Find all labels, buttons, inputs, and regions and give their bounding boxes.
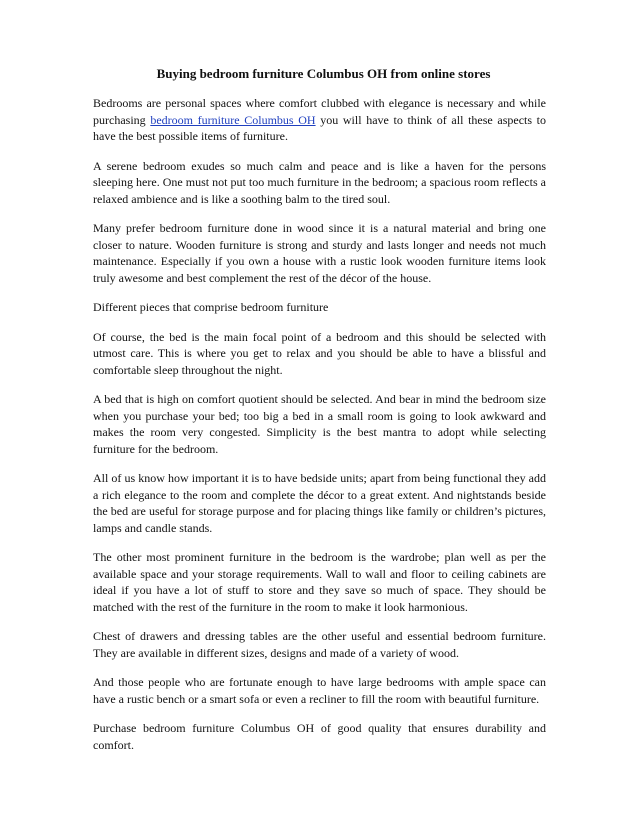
paragraph-large-bedrooms: And those people who are fortunate enough to have large bedrooms with ample space can have a rustic bench or a smart sofa or even a recliner to fill the room with beautiful furniture. [93, 675, 546, 706]
paragraph-bedside-units: All of us know how important it is to have bedside units; apart from being functional they add a rich elegance to the room and complete the décor to a great extent. And nightstands beside the bed are useful for storage purpose and for placing things like family or children’s pictures, lamps and candle stands. [93, 471, 546, 535]
section-heading-pieces: Different pieces that comprise bedroom furniture [93, 300, 329, 314]
document-title: Buying bedroom furniture Columbus OH from online stores [156, 66, 491, 81]
paragraph-wood-furniture: Many prefer bedroom furniture done in wood since it is a natural material and bring one closer to nature. Wooden furniture is strong and sturdy and lasts longer and needs not much maintenance. Especially if you own a house with a rustic look wooden furniture items look truly awesome and best complement the rest of the décor of the house. [93, 221, 546, 285]
intro-text-after-link: you will have to think of all these aspects to have the best possible items of furniture. [93, 112, 547, 143]
intro-paragraph [93, 95, 546, 145]
paragraph-chest-of-drawers: Chest of drawers and dressing tables are the other useful and essential bedroom furniture. They are available in different sizes, designs and made of a variety of wood. [93, 629, 546, 660]
intro-text-before-link: Bedrooms are personal spaces where comfort clubbed with elegance is necessary and while purchasing [93, 96, 546, 127]
paragraph-serene-bedroom: A serene bedroom exudes so much calm and peace and is like a haven for the persons sleeping here. One must not put too much furniture in the bedroom; a spacious room reflects a relaxed ambience and is like a soothing balm to the tired soul. [93, 158, 546, 206]
paragraph-wardrobe: The other most prominent furniture in the bedroom is the wardrobe; plan well as per the available space and your storage requirements. Wall to wall and floor to ceiling cabinets are ideal if you have a lot of stuff to store and they save so much of space. They should be matched with the rest of the furniture in the room to make it look harmonious. [93, 550, 546, 614]
paragraph-bed-comfort: A bed that is high on comfort quotient should be selected. And bear in mind the bedroom size when you purchase your bed; too big a bed in a small room is going to look awkward and makes the room very congested. Simplicity is the best mantra to adopt while selecting furniture for the bedroom. [93, 392, 546, 456]
paragraph-purchase-quality: Purchase bedroom furniture Columbus OH of good quality that ensures durability and comfort. [93, 721, 546, 752]
paragraph-bed-focal-point: Of course, the bed is the main focal point of a bedroom and this should be selected with utmost care. This is where you get to relax and you should be able to have a blissful and comfortable sleep throughout the night. [93, 329, 546, 377]
bedroom-furniture-link[interactable]: bedroom furniture Columbus OH [150, 112, 316, 127]
